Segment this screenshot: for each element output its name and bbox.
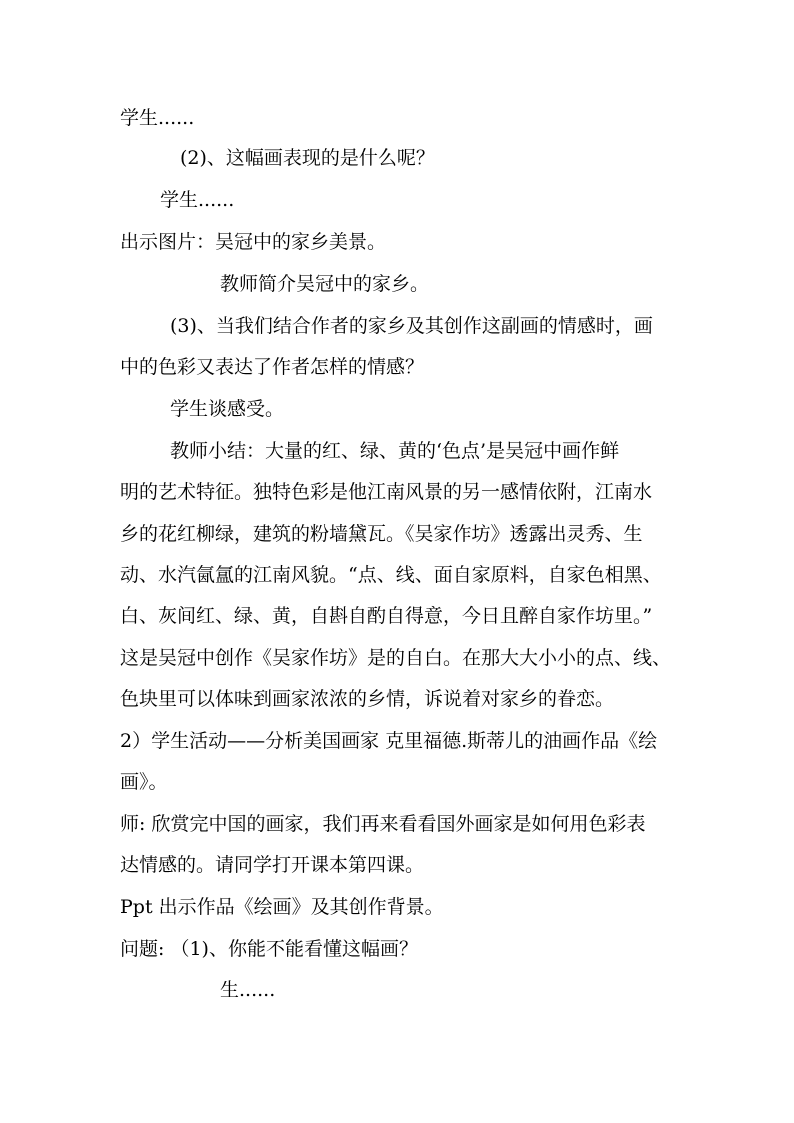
- text-line: Ppt 出示作品《绘画》及其创作背景。: [120, 896, 444, 918]
- text-line: (3)、当我们结合作者的家乡及其创作这副画的情感时，画: [170, 315, 653, 337]
- text-line: 2）学生活动——分析美国画家 克里福德.斯蒂儿的油画作品《绘: [120, 730, 658, 752]
- text-line: 师: 欣赏完中国的画家，我们再来看看国外画家是如何用色彩表: [120, 813, 646, 835]
- text-line: 学生......: [120, 107, 195, 129]
- text-line: 动、水汽氤氲的江南风貌。“点、线、面自家原料，自家色相黑、: [120, 564, 662, 586]
- text-line: 白、灰间红、绿、黄，自斟自酌自得意，今日且醉自家作坊里。”: [120, 605, 653, 627]
- text-line: 画》。: [120, 771, 168, 793]
- text-line: 学生......: [160, 189, 235, 211]
- text-line: 出示图片：吴冠中的家乡美景。: [120, 231, 387, 253]
- text-line: 达情感的。请同学打开课本第四课。: [120, 854, 425, 876]
- text-line: 教师小结：大量的红、绿、黄的‘色点’是吴冠中画作鲜: [170, 440, 620, 462]
- text-line: 这是吴冠中创作《吴家作坊》是的自白。在那大大小小的点、线、: [120, 647, 672, 669]
- text-line: 教师简介吴冠中的家乡。: [220, 273, 430, 295]
- text-line: 明的艺术特征。独特色彩是他江南风景的另一感情依附，江南水: [120, 481, 653, 503]
- text-line: 生......: [220, 979, 276, 1001]
- text-line: 乡的花红柳绿，建筑的粉墙黛瓦。《吴家作坊》透露出灵秀、生: [120, 523, 643, 545]
- text-line: 色块里可以体味到画家浓浓的乡情，诉说着对家乡的眷恋。: [120, 688, 615, 710]
- text-line: 学生谈感受。: [170, 398, 285, 420]
- text-line: (2)、这幅画表现的是什么呢？: [180, 147, 435, 169]
- text-line: 问题: （1)、你能不能看懂这幅画？: [120, 938, 418, 960]
- text-line: 中的色彩又表达了作者怎样的情感？: [120, 356, 425, 378]
